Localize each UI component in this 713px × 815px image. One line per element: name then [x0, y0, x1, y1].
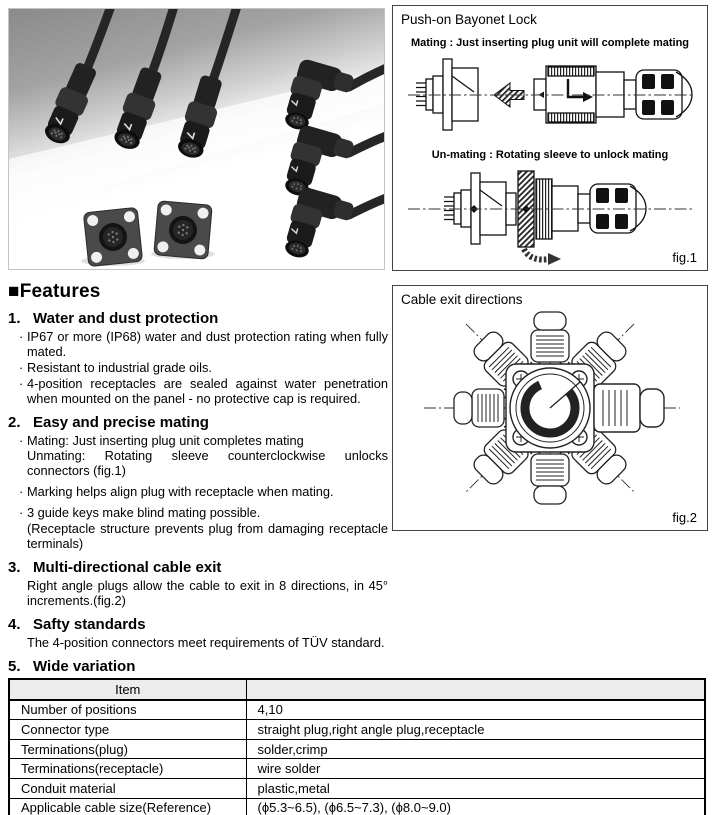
feature-item — [8, 579, 388, 609]
table-row — [9, 700, 705, 720]
mating-diagram — [404, 51, 696, 139]
connectors-photo-image — [9, 9, 384, 269]
dot-bullet-icon: · — [19, 484, 24, 500]
row-value: (ϕ5.3~6.5), (ϕ6.5~7.3), (ϕ8.0~9.0) — [246, 798, 705, 815]
features-section — [8, 281, 388, 678]
feature-item — [8, 377, 388, 407]
row-value: wire solder — [246, 759, 705, 779]
header-value — [246, 679, 705, 700]
feature-item — [8, 636, 388, 651]
feature-title-text: Multi-directional cable exit — [33, 558, 222, 576]
feature-number: 2. — [8, 413, 21, 431]
features-heading-text: Features — [19, 281, 101, 302]
row-label: Number of positions — [9, 700, 246, 720]
row-label: Connector type — [9, 720, 246, 740]
unmating-diagram — [404, 163, 696, 267]
feature-title-text: Easy and precise mating — [33, 413, 209, 431]
row-label: Terminations(receptacle) — [9, 759, 246, 779]
fig2-label: fig.2 — [672, 510, 697, 525]
product-photo — [8, 8, 385, 270]
feature-title-text: Water and dust protection — [33, 310, 219, 327]
mating-caption: Mating : Just inserting plug unit will complete mating — [410, 37, 690, 49]
feature-item — [8, 330, 388, 360]
fig1-title: Push-on Bayonet Lock — [401, 12, 537, 27]
feature-item — [8, 522, 388, 552]
row-value: straight plug,right angle plug,receptacle — [246, 720, 705, 740]
table-header-row — [9, 679, 705, 700]
bayonet-lock-figure-box — [392, 5, 708, 271]
dot-bullet-icon: · — [19, 505, 24, 521]
feature-text: Mating: Just inserting plug unit completes mating — [27, 432, 304, 448]
feature-text: Right angle plugs allow the cable to exit in 8 directions, in 45° increments.(fig.2) — [27, 577, 388, 608]
feature-2-title — [8, 414, 388, 431]
cable-exit-diagram — [404, 309, 696, 507]
feature-item — [8, 485, 388, 500]
dot-bullet-icon: · — [19, 359, 24, 375]
feature-item — [8, 434, 388, 449]
dot-bullet-icon: · — [19, 329, 24, 344]
square-marker-icon: ■ — [8, 281, 20, 302]
row-value: plastic,metal — [246, 778, 705, 798]
feature-item — [8, 506, 388, 521]
feature-text: Marking helps align plug with receptacle when mating. — [27, 484, 334, 500]
feature-title-text: Safty standards — [33, 615, 146, 633]
dot-bullet-icon: · — [19, 375, 24, 391]
fig2-title: Cable exit directions — [401, 292, 523, 307]
table-row — [9, 759, 705, 779]
feature-number: 5. — [8, 657, 21, 675]
feature-number: 4. — [8, 615, 21, 633]
specs-table — [8, 678, 706, 815]
row-value: 4,10 — [246, 700, 705, 720]
feature-number: 3. — [8, 558, 21, 576]
header-item: Item — [9, 679, 246, 700]
table-row — [9, 778, 705, 798]
row-value: solder,crimp — [246, 739, 705, 759]
feature-number: 1. — [8, 310, 21, 327]
fig1-label: fig.1 — [672, 250, 697, 265]
feature-item — [8, 449, 388, 479]
feature-text: IP67 or more (IP68) water and dust protection rating when fully mated. — [27, 329, 388, 359]
feature-1-title — [8, 310, 388, 327]
dot-bullet-icon: · — [19, 432, 24, 448]
table-row — [9, 720, 705, 740]
table-row — [9, 798, 705, 815]
feature-title-text: Wide variation — [33, 657, 136, 675]
feature-4-title — [8, 616, 388, 633]
cable-exit-figure-box — [392, 285, 708, 531]
unmating-caption: Un-mating : Rotating sleeve to unlock mating — [431, 149, 669, 161]
feature-item — [8, 361, 388, 376]
feature-text: Resistant to industrial grade oils. — [27, 359, 212, 375]
table-row — [9, 739, 705, 759]
feature-3-title — [8, 559, 388, 576]
feature-5-title — [8, 658, 388, 675]
row-label: Conduit material — [9, 778, 246, 798]
features-heading — [8, 281, 388, 303]
feature-text: 4-position receptacles are sealed against water penetration when mounted on the panel - no protective cap is required. — [27, 375, 388, 406]
feature-text: Unmating: Rotating sleeve counterclockwise unlocks connectors (fig.1) — [27, 448, 388, 479]
feature-text: (Receptacle structure prevents plug from damaging receptacle terminals) — [27, 521, 388, 551]
row-label: Terminations(plug) — [9, 739, 246, 759]
row-label: Applicable cable size(Reference) — [9, 798, 246, 815]
feature-text: 3 guide keys make blind mating possible. — [27, 505, 261, 521]
feature-text: The 4-position connectors meet requirements of TÜV standard. — [27, 634, 385, 650]
